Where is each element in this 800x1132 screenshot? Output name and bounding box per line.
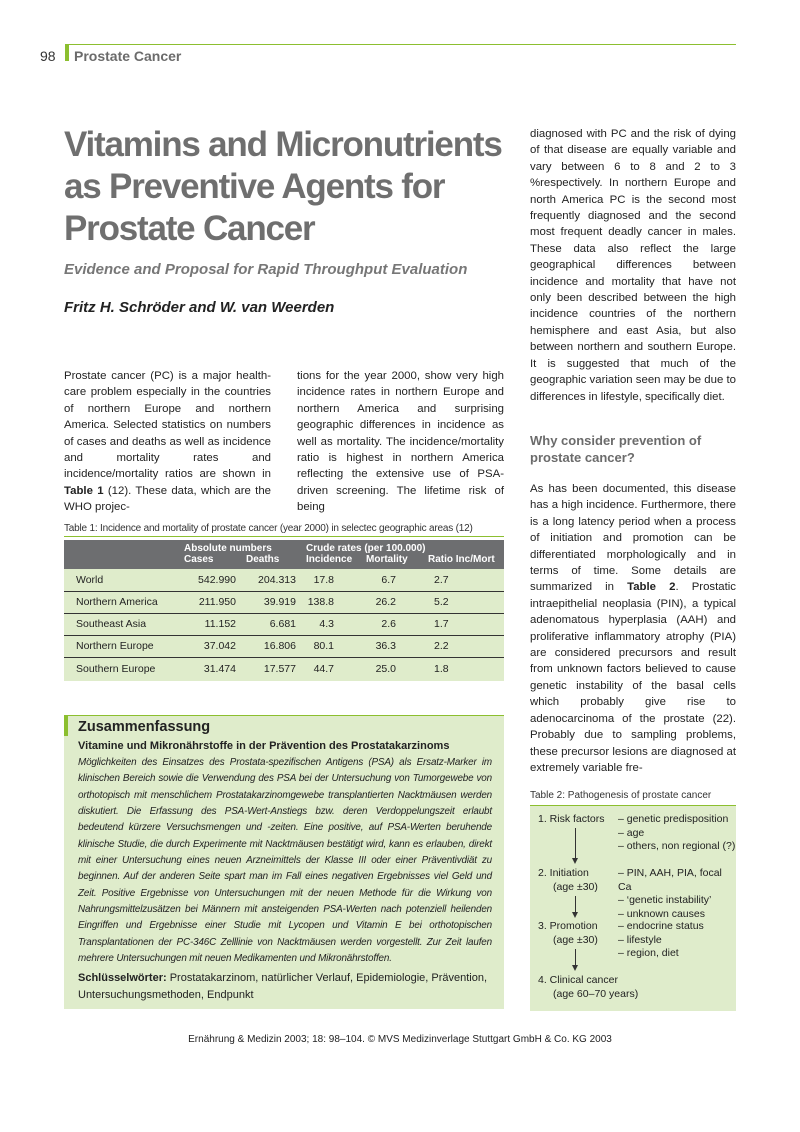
arrow-down-icon <box>572 858 578 864</box>
column-header: Cases <box>184 554 214 565</box>
table-row <box>64 657 504 681</box>
table1 <box>64 540 504 681</box>
table-cell: 2.6 <box>356 613 418 635</box>
step-label: 2. Initiation <box>538 867 589 879</box>
step-items <box>618 813 735 854</box>
header-rule <box>65 44 736 45</box>
body-column-1 <box>64 368 271 516</box>
table-reference: Table 2 <box>627 581 676 594</box>
arrow-line <box>575 896 576 912</box>
table-cell: 6.681 <box>236 613 296 635</box>
pathogenesis-step <box>538 974 638 1001</box>
table-cell: 4.3 <box>296 613 356 635</box>
column-header: Deaths <box>246 554 280 565</box>
table-cell: 25.0 <box>356 657 418 681</box>
table-cell: 36.3 <box>356 635 418 657</box>
arrow-down-icon <box>572 912 578 918</box>
pathogenesis-step <box>538 920 598 947</box>
body-column-2: tions for the year 2000, show very high incidence rates in northern Europe and northern America and surprising geographic differences in incidence as well as mortality. The incidence/mortality ratio is highest in northern America reflecting the extensive use of PSA-driven screening. The lifetime risk of being <box>297 370 504 514</box>
step-label-age: (age ±30) <box>553 933 598 946</box>
step-item: – region, diet <box>618 947 679 959</box>
table-reference: Table 1 <box>64 484 104 497</box>
table2-caption: Table 2: Pathogenesis of prostate cancer <box>530 790 712 801</box>
table1-group-absolute: Absolute numbers <box>184 543 272 554</box>
table-cell: 5.2 <box>418 591 504 613</box>
table1-column-header <box>64 554 504 569</box>
table1-caption: Table 1: Incidence and mortality of prostate cancer (year 2000) in selectec geographic areas (12) <box>64 523 473 534</box>
keywords-text: Prostatakarzinom, natürlicher Verlauf, Epidemiologie, Prävention, Untersuchungsmethoden, Endpunkt <box>78 972 488 1001</box>
summary-subtitle: Vitamine und Mikronährstoffe in der Prävention des Prostatakarzinoms <box>78 740 450 752</box>
column-header: Ratio Inc/Mort <box>428 554 495 565</box>
column-header: Incidence <box>306 554 353 565</box>
table-cell: 37.042 <box>174 635 236 657</box>
page-number: 98 <box>40 48 56 64</box>
table-cell: 2.7 <box>418 569 504 591</box>
article-subtitle: Evidence and Proposal for Rapid Throughput Evaluation <box>64 261 468 278</box>
table-cell: Southern Europe <box>64 657 174 681</box>
table-cell: 1.8 <box>418 657 504 681</box>
article-authors: Fritz H. Schröder and W. van Weerden <box>64 299 335 316</box>
table-row <box>64 591 504 613</box>
pathogenesis-step <box>538 813 605 827</box>
table-cell: 211.950 <box>174 591 236 613</box>
summary-accent-bar <box>64 715 68 736</box>
section-heading: Why consider prevention of prostate cancer? <box>530 433 702 465</box>
table-cell: 542.990 <box>174 569 236 591</box>
body-text: (12). These data, which are the WHO projec- <box>64 484 271 514</box>
table1-group-header <box>64 540 504 554</box>
table-cell: 39.919 <box>236 591 296 613</box>
body-text: Prostate cancer (PC) is a major health-care problem especially in the countries of northern Europe and northern America. Selected statistics on numbers of cases and deaths as well as incidence and mortality rates and incidence/mortality ratios are shown in <box>64 370 271 481</box>
running-head: Prostate Cancer <box>74 48 182 64</box>
body-text: . Prostatic intraepithelial neoplasia (PIN), a typical adenomatous hyperplasia (AAH) and proliferative inflammatory atrophy (PIA) are considered precursors and result from unknown factors believed to cause genetic instability of the basal cells which probably give rise to adenocarcinoma of the prostate (22). Probably due to sampling problems, these precursor lesions are diagnosed at extremely variable fre- <box>530 581 737 774</box>
table-cell: 204.313 <box>236 569 296 591</box>
table-row <box>64 613 504 635</box>
step-item: – ‘genetic instability’ <box>618 894 712 906</box>
table-cell: 1.7 <box>418 613 504 635</box>
step-item: – others, non regional (?) <box>618 840 736 852</box>
step-item: – PIN, AAH, PIA, focal Ca <box>618 867 722 893</box>
table-cell: 16.806 <box>236 635 296 657</box>
body-column-3-bottom <box>530 481 736 776</box>
step-label: 4. Clinical cancer <box>538 974 618 986</box>
table1-rule <box>64 536 504 537</box>
table-cell: 44.7 <box>296 657 356 681</box>
table-row <box>64 569 504 591</box>
step-item: – genetic predisposition <box>618 813 729 825</box>
summary-keywords <box>78 970 492 1003</box>
table-cell: 6.7 <box>356 569 418 591</box>
step-label-age: (age ±30) <box>553 880 598 893</box>
table-cell: Northern Europe <box>64 635 174 657</box>
step-items <box>618 867 736 921</box>
article-title: Vitamins and Micronutrients as Preventive Agents for Prostate Cancer <box>64 125 502 248</box>
summary-title: Zusammenfassung <box>78 719 211 735</box>
table2 <box>530 806 736 1011</box>
summary-rule <box>64 715 504 716</box>
arrow-line <box>575 828 576 858</box>
column-header: Mortality <box>366 554 408 565</box>
step-items <box>618 920 704 961</box>
summary-text: Möglichkeiten des Einsatzes des Prostata-spezifischen Antigens (PSA) als Ersatz-Marker im klinischen Bereich sowie die Verwendung des PSA bei der Untersuchung von Tumorgewebe von orthotopisch mit menschlichem Prostatakarzinomgewebe transplantierten Nacktmäusen werden diskutiert. Die Erfassung des PSA-Wert-Anstiegs bzw. deren Verdoppelungszeit erlaubt bedeutend kürzere Versuchsmengen und -zeiten. Eine positive, auf PSA-Werten beruhende klinische Studie, die durch Experimente mit Nacktmäusen bestätigt wird, kann es erlauben, direkt mit einer Untersuchung eines neuen Arzneimittels der Klasse III oder einer Präventivdiät zu beginnen. Auf der anderen Seite spart man im Fall eines negativen Ergebnisses viel Geld und Zeit. Positive Ergebnisse von Untersuchungen mit der neuen Methode für die Wirkung von Nahrungsmittelzusätzen bei Männern mit ansteigenden PSA-Werten nach potenziell heilenden Eingriffen und Ergebnisse einer Studie mit Lycopen und Vitamin E bei orthotopischen Transplantationen der PC-346C Zelllinie von Nacktmäusen werden vorgestellt. Zur Zeit laufen mehrere Untersuchungen mit neuen Medikamenten und Mikronährstoffen. <box>78 757 492 965</box>
page-footer: Ernährung & Medizin 2003; 18: 98–104. © MVS Medizinverlage Stuttgart GmbH & Co. KG 2003 <box>188 1034 612 1045</box>
step-item: – age <box>618 826 645 839</box>
step-item: – lifestyle <box>618 933 662 946</box>
step-label: 3. Promotion <box>538 920 598 932</box>
arrow-line <box>575 949 576 965</box>
step-label: 1. Risk factors <box>538 813 605 825</box>
keywords-label: Schlüsselwörter: <box>78 972 167 984</box>
table-cell: 17.8 <box>296 569 356 591</box>
table-cell: World <box>64 569 174 591</box>
table-cell: 26.2 <box>356 591 418 613</box>
table-cell: Northern America <box>64 591 174 613</box>
table-cell: 138.8 <box>296 591 356 613</box>
table-cell: 2.2 <box>418 635 504 657</box>
pathogenesis-step <box>538 867 598 894</box>
table-row <box>64 635 504 657</box>
table-cell: 11.152 <box>174 613 236 635</box>
step-item: – endocrine status <box>618 920 704 932</box>
step-label-age: (age 60–70 years) <box>553 987 639 1000</box>
table-cell: Southeast Asia <box>64 613 174 635</box>
table-cell: 17.577 <box>236 657 296 681</box>
step-item: – unknown causes <box>618 907 705 920</box>
table-cell: 31.474 <box>174 657 236 681</box>
arrow-down-icon <box>572 965 578 971</box>
table-cell: 80.1 <box>296 635 356 657</box>
body-text: As has been documented, this disease has a high incidence. Furthermore, there is a long latency period when a process of initiation and promotion can be differentiated morphologically and in terms of time. Some details are summarized in <box>530 483 736 594</box>
body-column-3-top: diagnosed with PC and the risk of dying of that disease are equally variable and vary between 6 to 8 and 2 to 3 %respectively. In northern Europe and north America PC is the second most frequently diagnosed and the second most frequent deadly cancer in males. These data also reflect the large geographical differences between incidence and mortality that have not only been described between the high incidence countries of the northern hemisphere and east Asia, but also between northern and southern Europe. It is suggested that much of the geographic variation seen may be due to differences in lifestyle, specifically diet. <box>530 128 736 403</box>
header-accent-bar <box>65 44 69 61</box>
table1-group-crude: Crude rates (per 100.000) <box>306 543 426 554</box>
